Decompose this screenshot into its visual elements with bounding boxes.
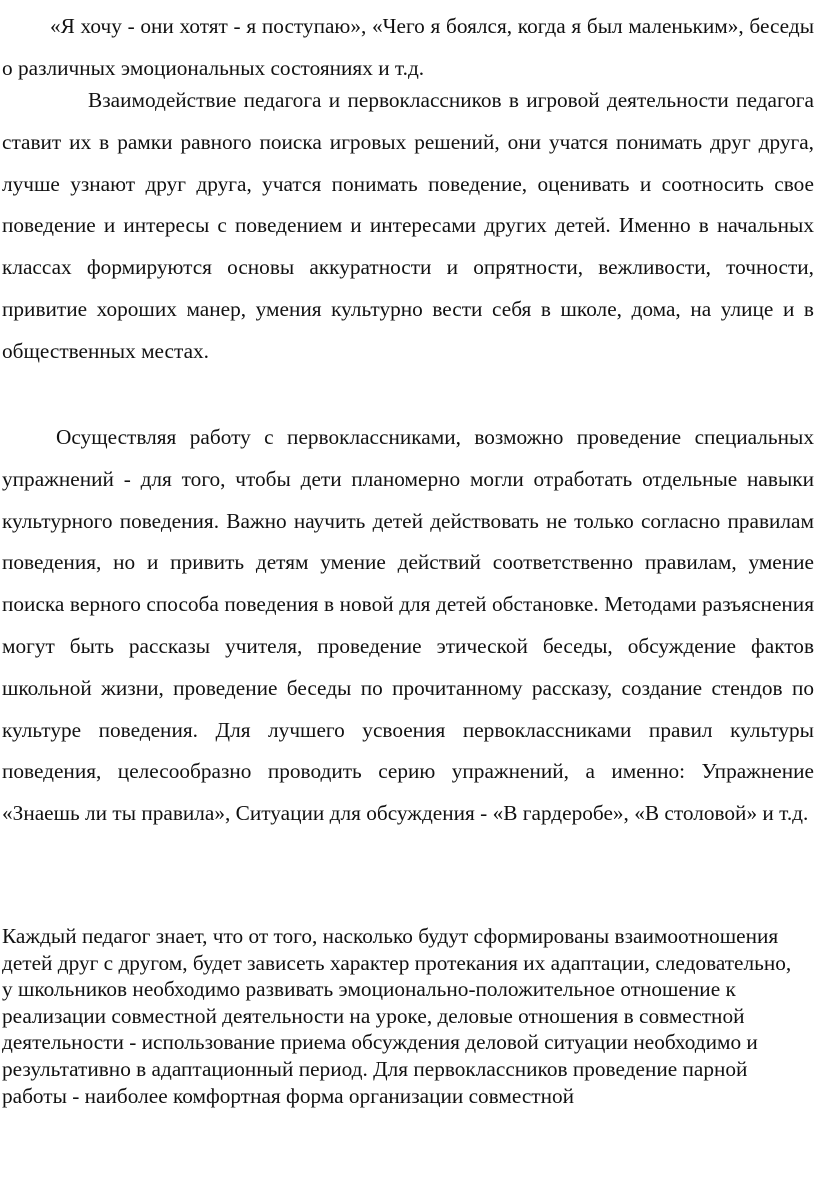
paragraph-4: Каждый педагог знает, что от того, насколько будут сформированы взаимоотношения детей друг с другом, будет зависеть характер протекания их адаптации, следовательно, у школьников необходимо развивать эмоционально-положительное отношение к реализации совместной деятельности на уроке, деловые отношения в совместной деятельности - использование приема обсуждения деловой ситуации необходимо и результативно в адаптационный период. Для первоклассников проведение парной работы - наиболее комфортная форма организации совместной xyxy=(2,924,792,1108)
paragraph-2: Взаимодействие педагога и первоклассников в игровой деятельности педагога ставит их в рамки равного поиска игровых решений, они учатся понимать друг друга, лучше узнают друг друга, учатся понимать поведение, оценивать и соотносить свое поведение и интересы с поведением и интересами других детей. Именно в начальных классах формируются основы аккуратности и опрятности, вежливости, точности, привитие хороших манер, умения культурно вести себя в школе, дома, на улице и в общественных местах. xyxy=(2,88,814,363)
paragraph-3: Осуществляя работу с первоклассниками, возможно проведение специальных упражнений - для того, чтобы дети планомерно могли отработать отдельные навыки культурного поведения. Важно научить детей действовать не только согласно правилам поведения, но и привить детям умение действий соответственно правилам, умение поиска верного способа поведения в новой для детей обстановке. Методами разъяснения могут быть рассказы учителя, проведение этической беседы, обсуждение фактов школьной жизни, проведение беседы по прочитанному рассказу, создание стендов по культуре поведения. Для лучшего усвоения первоклассниками правил культуры поведения, целесообразно проводить серию упражнений, а именно: Упражнение «Знаешь ли ты правила», Ситуации для обсуждения - «В гардеробе», «В столовой» и т.д. xyxy=(2,425,814,826)
paragraph-1: «Я хочу - они хотят - я поступаю», «Чего я боялся, когда я был маленьким», беседы о различных эмоциональных состояниях и т.д. xyxy=(2,14,814,80)
